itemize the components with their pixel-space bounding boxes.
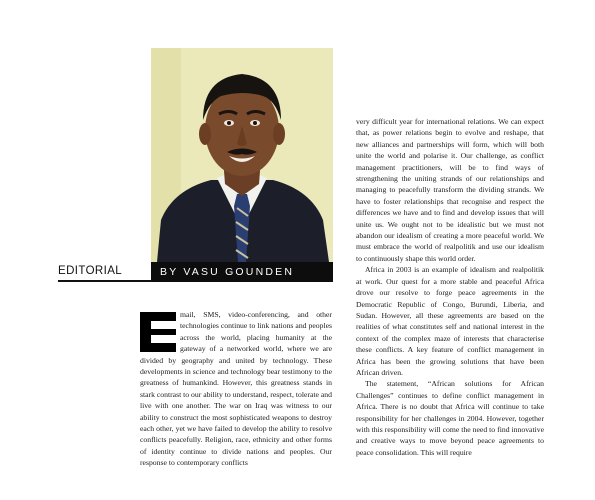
author-byline: BY VASU GOUNDEN [151,262,333,282]
article-paragraph [140,309,332,469]
portrait-illustration [151,48,333,262]
article-paragraph-text: mail, SMS, video-conferencing, and other technologies continue to link nations and peoples across the world, placing humanity at the gateway of a networked world, where we are divided by geography and united by technology. These developments in science and technology bear testimony to the greatness of humankind. However, this greatness stands in stark contrast to our ability to understand, respect, tolerate and live with one another. The war on Iraq was witness to our ability to construct the most sophisticated weapons to destroy each other, yet we have failed to develop the ability to resolve conflicts peacefully. Religion, race, ethnicity and other forms of identity continue to divide nations and peoples. Our response to contemporary conflicts [140,310,332,468]
drop-cap [140,312,176,352]
section-rule-divider [58,280,152,282]
article-paragraph: very difficult year for international relations. We can expect that, as power relations begin to evolve and reshape, that new alliances and partnerships will form, which will both unite the world and polarise it. Our challenge, as conflict management practitioners, will be to find ways of strengthening the uniting strands of our relationships and managing to peacefully transform the dividing strands. We have to foster relationships that recognise and respect the differences we have and to find and develop issues that will unite us. We ought not to be idealistic but we must not abandon our idealism of creating a more peaceful world. We must embrace the world of realpolitik and use our idealism to continuously shape this world order. [356,117,544,263]
article-left-column [140,309,332,469]
section-label: EDITORIAL [58,265,123,277]
author-portrait-photo [151,48,333,262]
article-paragraph: Africa in 2003 is an example of idealism and realpolitik at work. Our quest for a more stable and peaceful Africa drove our resolve to forge peace agreements in the Democratic Republic of Congo, Burundi, Liberia, and Sudan. However, all these agreements are based on the realities of what constitutes self and national interest in the context of the complex maze of interests that characterise these conflicts. A key feature of conflict management in Africa has been the growing solutions that have been African driven. [356,265,544,377]
article-paragraph: The statement, “African solutions for African Challenges” continues to define conflict management in Africa. There is no doubt that Africa will continue to take responsibility for her challenges in 2004. However, together with this responsibility will come the need to find innovative and creative ways to move beyond peace agreements to peace consolidation. This will require [356,379,544,457]
article-right-column [356,116,544,458]
drop-cap-glyph [140,312,176,352]
